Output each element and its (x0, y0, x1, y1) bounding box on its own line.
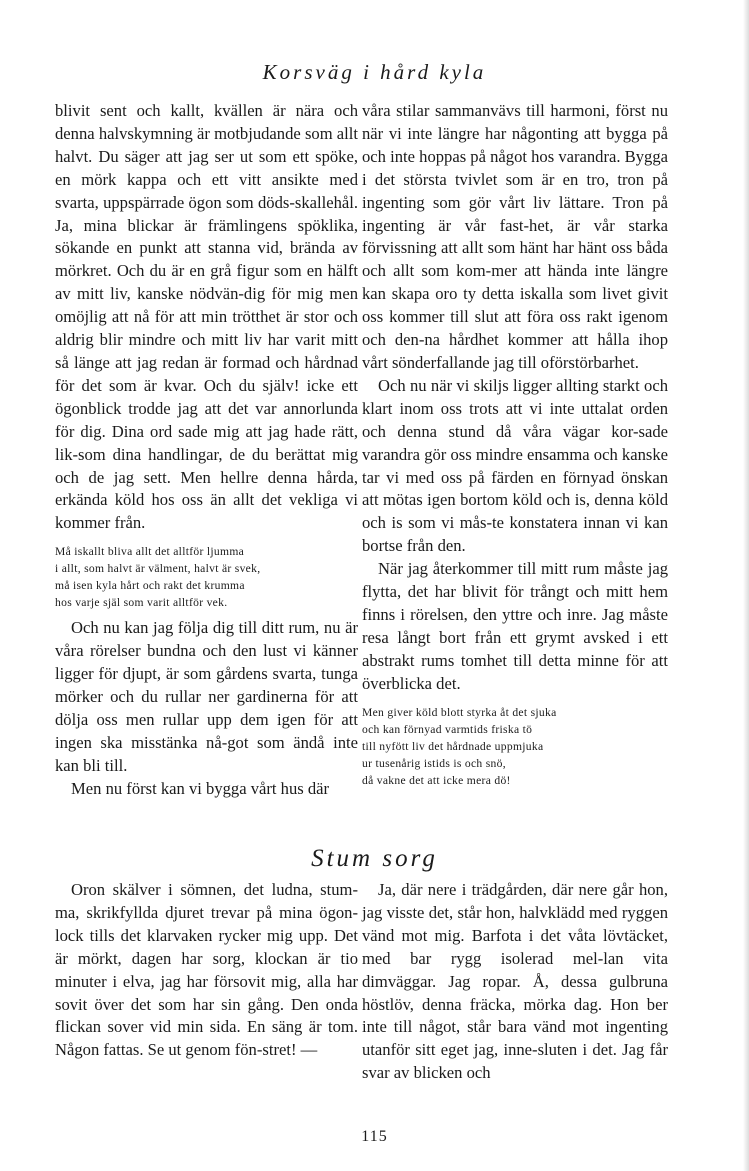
paragraph: Och nu när vi skiljs ligger allting starkt och klart inom oss trots att vi inte uttalat orden och denna stund då våra vägar kor-sade varandra gör oss mindre ensamma och kanske tar vi med oss på färden en förnyad önskan att mötas igen bortom köld och is, denna köld och is som vi mås-te konstatera innan vi kan bortse från den. (362, 375, 668, 556)
running-title: Korsväg i hård kyla (262, 60, 487, 84)
verse-stanza: Men giver köld blott styrka åt det sjuka och kan förnyad varmtids friska tö till nyfött liv det hårdnade uppmjuka ur tusenårig istids is och snö, då vakne det att icke mera dö! (362, 705, 557, 787)
paragraph: Ja, där nere i trädgården, där nere går hon, jag visste det, står hon, halvklädd med ryggen vänd mot mig. Barfota i det våta lövtäcket, med bar rygg isolerad mel-lan vita dimväggar. Jag ropar. Å, dessa gulbruna höstlöv, denna fräcka, mörka dag. Hon ber inte till något, står bara vänd mot ingenting utanför sitt eget jag, inne-sluten i det. Jag får svar av blicken och (362, 880, 668, 1083)
paragraph: Oron skälver i sömnen, det ludna, stum-ma, skrikfyllda djuret trevar på mina ögon-lock tills det klarvaken rycker mig upp. Det är mörkt, dagen har sorg, klockan är tio minuter i elva, jag har försovit mig, alla har sovit över det som har sin gång. Den onda flickan sover vid min sida. En säng är tom. Någon fattas. Se ut genom fön-stret! — (55, 880, 358, 1060)
poem-2-left-column (55, 879, 358, 1062)
paragraph: Men nu först kan vi bygga vårt hus där (71, 778, 330, 798)
page-edge-shadow (743, 0, 749, 1171)
poem-1-right-column (362, 100, 668, 795)
poem-2-right-column (362, 879, 668, 1085)
paragraph: När jag återkommer till mitt rum måste jag flytta, det har blivit för trångt och mitt hem finns i rörelsen, den yttre och inre. Jag måste resa långt bort från ett grymt avsked i ett abstrakt rums tomhet till detta minne för att överblicka det. (362, 559, 668, 693)
section-title: Stum sorg (311, 845, 438, 872)
poem-1-left-column (55, 100, 358, 800)
paragraph: våra stilar sammanvävs till harmoni, först nu när vi inte längre har någonting att bygga på och inte hoppas på något hos varandra. Bygga i det största tvivlet som är en tro, tron på ingenting som gör vårt liv lättare. Tron på ingenting är vår fast-het, är vår starka förvissning att allt som hänt har hänt oss båda och allt som kom-mer att hända inte längre kan skapa oro ty detta iskalla som livet givit oss kommer till slut att föra oss rakt igenom och den-na hårdhet kommer att hålla ihop vårt sönderfallande jag till oförstörbarhet. (362, 101, 668, 372)
verse-stanza: Må iskallt bliva allt det alltför ljumma i allt, som halvt är välment, halvt är svek, må isen kyla hårt och rakt det krumma hos varje själ som varit alltför vek. (55, 545, 261, 610)
page-number: 115 (361, 1128, 388, 1145)
paragraph: blivit sent och kallt, kvällen är nära och denna halvskymning är motbjudande som allt halvt. Du säger att jag ser ut som ett spöke, en mörk kappa och ett vitt ansikte med svarta, uppspärrade ögon som döds-skallehål. Ja, mina blickar är främlingens spöklika, sökande en punkt att stanna vid, brända av mörkret. Och du är en grå figur som en hälft av mitt liv, kanske nödvän-dig för mig men omöjlig att nå för att min trötthet är stor och aldrig blir mindre och mitt liv har varit mitt så länge att jag redan är formad och hårdnad för det som är kvar. Och du själv! icke ett ögonblick trodde jag att det var annorlunda för dig. Dina ord sade mig att jag hade rätt, lik-som dina handlingar, de du berättat mig och de jag sett. Men hellre denna hårda, erkända köld hos oss än allt det vekliga vi kommer från. (55, 101, 358, 533)
paragraph: Och nu kan jag följa dig till ditt rum, nu är våra rörelser bundna och den lust vi känner ligger för djupt, är som gårdens svarta, tunga mörker och du rullar ner gardinerna för att dölja oss men rullar upp dem igen för att ingen ska misstänka nå-got som ändå inte kan bli till. (55, 618, 358, 775)
